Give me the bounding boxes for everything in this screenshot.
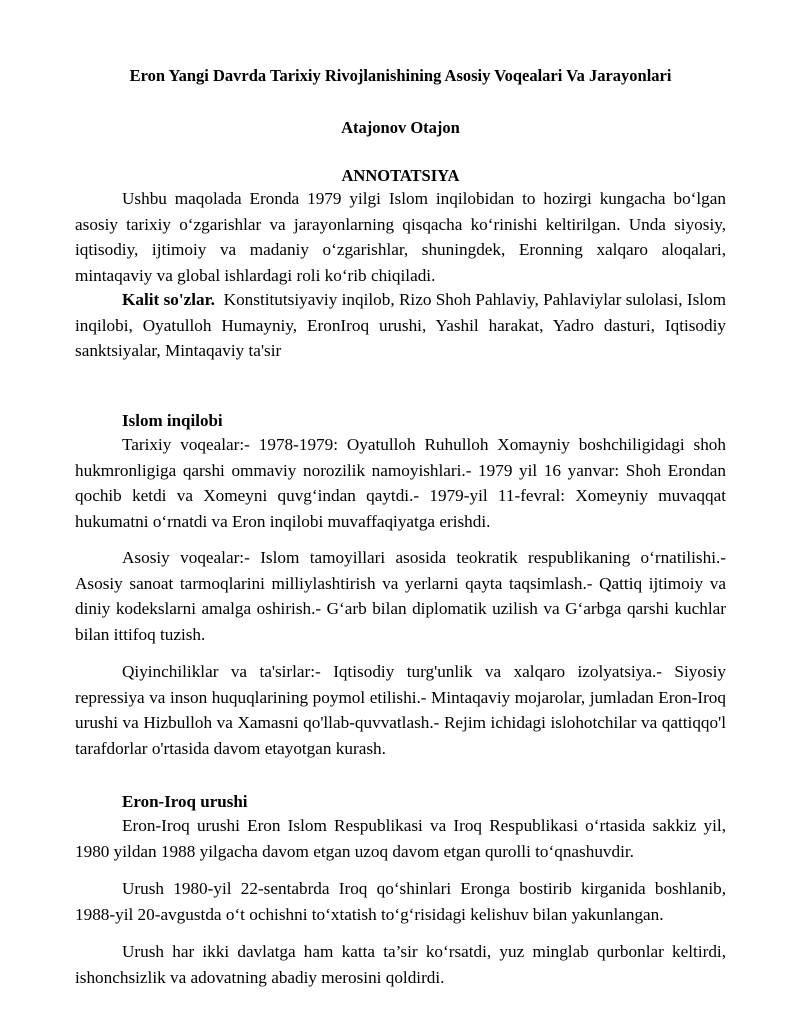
document-title: Eron Yangi Davrda Tarixiy Rivojlanishining Asosiy Voqealari Va Jarayonlari: [129, 66, 672, 85]
keywords-text: Konstitutsiyaviy inqilob, Rizo Shoh Pahlaviy, Pahlaviylar sulolasi, Islom inqilobi, Oyatulloh Humayniy, EronIroq urushi, Yashil harakat, Yadro dasturi, Iqtisodiy sanktsiyalar, Mintaqaviy ta'sir: [75, 290, 726, 360]
section-heading-eron-iroq-urushi: Eron-Iroq urushi: [122, 792, 248, 811]
annotation-heading: ANNOTATSIYA: [341, 166, 460, 185]
section1-paragraph-3: Qiyinchiliklar va ta'sirlar:- Iqtisodiy turg'unlik va xalqaro izolyatsiya.- Siyosiy repressiya va inson huquqlarining poymol etilishi.- Mintaqaviy mojarolar, jumladan Eron-Iroq urushi va Hizbulloh va Xamasni qo'llab-quvvatlash.- Rejim ichidagi islohotchilar va qattiqqo'l tarafdorlar o'rtasida davom etayotgan kurash.: [75, 662, 726, 758]
section2-paragraph-3: Urush har ikki davlatga ham katta ta’sir ko‘rsatdi, yuz minglab qurbonlar keltirdi, ishonchsizlik va adovatning abadiy merosini qoldirdi.: [75, 942, 726, 987]
section-heading-islom-inqilobi: Islom inqilobi: [122, 411, 223, 430]
keywords-paragraph: [75, 287, 726, 364]
annotation-text: Ushbu maqolada Eronda 1979 yilgi Islom inqilobidan to hozirgi kungacha bo‘lgan asosiy tarixiy o‘zgarishlar va jarayonlarning qisqacha ko‘rinishi keltirilgan. Unda siyosiy, iqtisodiy, ijtimoiy va madaniy o‘zgarishlar, shuningdek, Eronning xalqaro aloqalari, mintaqaviy va global ishlardagi roli ko‘rib chiqiladi.: [75, 189, 726, 285]
author-name: Atajonov Otajon: [341, 118, 460, 137]
section2-paragraph-1: Eron-Iroq urushi Eron Islom Respublikasi va Iroq Respublikasi o‘rtasida sakkiz yil, 1980 yildan 1988 yilgacha davom etgan uzoq davom etgan qurolli to‘qnashuvdir.: [75, 816, 726, 861]
section1-paragraph-2: Asosiy voqealar:- Islom tamoyillari asosida teokratik respublikaning o‘rnatilishi.- Asosiy sanoat tarmoqlarini milliylashtirish va yerlarni qayta taqsimlash.- Qattiq ijtimoiy va diniy kodekslarni amalga oshirish.- G‘arb bilan diplomatik uzilish va G‘arbga qarshi kuchlar bilan ittifoq tuzish.: [75, 548, 726, 644]
keywords-label: Kalit so'zlar.: [122, 290, 215, 309]
section2-paragraph-2: Urush 1980-yil 22-sentabrda Iroq qo‘shinlari Eronga bostirib kirganida boshlanib, 1988-yil 20-avgustda o‘t ochishni to‘xtatish to‘g‘risidagi kelishuv bilan yakunlangan.: [75, 879, 726, 924]
section1-paragraph-1: Tarixiy voqealar:- 1978-1979: Oyatulloh Ruhulloh Xomayniy boshchiligidagi shoh hukmronligiga qarshi ommaviy norozilik namoyishlari.- 1979 yil 16 yanvar: Shoh Erondan qochib ketdi va Xomeyni quvg‘indan qaytdi.- 1979-yil 11-fevral: Xomeyniy muvaqqat hukumatni o‘rnatdi va Eron inqilobi muvaffaqiyatga erishdi.: [75, 435, 726, 531]
